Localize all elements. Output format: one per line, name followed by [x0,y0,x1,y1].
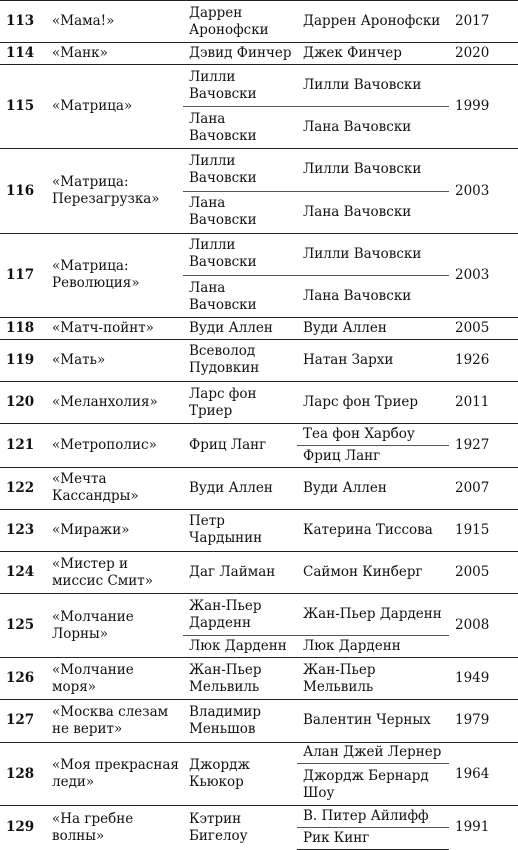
table-row [0,742,518,764]
film-writer: Лана Вачовски [297,275,449,317]
film-year: 1991 [449,806,518,850]
film-title: «Москва слезам не верит» [46,700,183,742]
film-director: Лана Вачовски [183,191,297,233]
film-writer: Даррен Аронофски [297,1,449,43]
film-year: 1979 [449,700,518,742]
film-year: 1915 [449,509,518,551]
film-director: Лилли Вачовски [183,233,297,275]
film-number: 115 [0,64,46,148]
table-row [0,552,518,594]
table-row [0,149,518,191]
table-row [0,467,518,509]
film-writer: Лана Вачовски [297,191,449,233]
film-number: 117 [0,233,46,317]
film-year: 1999 [449,64,518,148]
film-year: 1927 [449,424,518,467]
film-writer: Фриц Ланг [297,445,449,467]
film-writer: Жан-Пьер Мельвиль [297,658,449,700]
film-title: «На гребне волны» [46,806,183,850]
table-row [0,1,518,43]
film-director: Фриц Ланг [183,424,297,467]
film-year: 1926 [449,339,518,381]
table-row [0,43,518,65]
film-writer: В. Питер Айлифф [297,806,449,828]
table-row [0,339,518,381]
film-title: «Молчание Лорны» [46,594,183,658]
film-title: «Меланхолия» [46,382,183,424]
film-director: Лана Вачовски [183,275,297,317]
film-director: Даррен Аронофски [183,1,297,43]
film-number: 121 [0,424,46,467]
table-row [0,658,518,700]
film-director: Ларс фон Триер [183,382,297,424]
film-title: «Матрица: Перезагрузка» [46,149,183,233]
film-year: 2003 [449,233,518,317]
film-number: 127 [0,700,46,742]
film-title: «Матрица» [46,64,183,148]
film-number: 116 [0,149,46,233]
film-number: 114 [0,43,46,65]
film-year: 2005 [449,318,518,340]
table-row [0,233,518,275]
film-writer: Алан Джей Лернер [297,742,449,764]
table-row [0,318,518,340]
film-year: 2017 [449,1,518,43]
film-title: «Миражи» [46,509,183,551]
film-title: «Моя прекрасная леди» [46,742,183,806]
film-director: Всеволод Пудовкин [183,339,297,381]
film-writer: Вуди Аллен [297,318,449,340]
film-year: 2003 [449,149,518,233]
film-director: Джордж Кьюкор [183,742,297,806]
film-year: 1949 [449,658,518,700]
film-year: 2011 [449,382,518,424]
film-writer: Рик Кинг [297,828,449,850]
table-row [0,382,518,424]
film-director: Владимир Меньшов [183,700,297,742]
film-title: «Мама!» [46,1,183,43]
film-year: 2005 [449,552,518,594]
film-writer: Лилли Вачовски [297,149,449,191]
film-writer: Джек Финчер [297,43,449,65]
film-title: «Мать» [46,339,183,381]
film-number: 123 [0,509,46,551]
film-number: 125 [0,594,46,658]
film-director: Дэвид Финчер [183,43,297,65]
table-row [0,594,518,636]
film-year: 2020 [449,43,518,65]
film-title: «Молчание моря» [46,658,183,700]
film-director: Жан-Пьер Мельвиль [183,658,297,700]
table-row [0,64,518,106]
film-number: 129 [0,806,46,850]
film-director: Люк Дарденн [183,636,297,658]
film-director: Петр Чардынин [183,509,297,551]
film-writer: Натан Зархи [297,339,449,381]
film-number: 126 [0,658,46,700]
film-number: 118 [0,318,46,340]
film-director: Вуди Аллен [183,467,297,509]
film-director: Даг Лайман [183,552,297,594]
film-writer: Вуди Аллен [297,467,449,509]
film-writer: Катерина Тиссова [297,509,449,551]
film-writer: Джордж Бернард Шоу [297,764,449,806]
film-writer: Валентин Черных [297,700,449,742]
film-director: Лилли Вачовски [183,149,297,191]
film-writer: Теа фон Харбоу [297,424,449,446]
film-director: Лана Вачовски [183,107,297,149]
table-row [0,509,518,551]
film-number: 124 [0,552,46,594]
film-title: «Матч-пойнт» [46,318,183,340]
table-row [0,424,518,446]
film-director: Лилли Вачовски [183,64,297,106]
film-number: 113 [0,1,46,43]
film-director: Жан-Пьер Дарденн [183,594,297,636]
film-title: «Мечта Кассандры» [46,467,183,509]
table-row [0,806,518,828]
film-writer: Лана Вачовски [297,107,449,149]
film-year: 1964 [449,742,518,806]
film-title: «Манк» [46,43,183,65]
film-number: 122 [0,467,46,509]
table-row [0,700,518,742]
film-number: 119 [0,339,46,381]
film-writer: Люк Дарденн [297,636,449,658]
film-writer: Лилли Вачовски [297,64,449,106]
film-writer: Ларс фон Триер [297,382,449,424]
film-writer: Лилли Вачовски [297,233,449,275]
film-writer: Саймон Кинберг [297,552,449,594]
film-writer: Жан-Пьер Дарденн [297,594,449,636]
film-director: Вуди Аллен [183,318,297,340]
film-title: «Метрополис» [46,424,183,467]
film-director: Кэтрин Бигелоу [183,806,297,850]
film-number: 128 [0,742,46,806]
film-year: 2008 [449,594,518,658]
film-table-body [0,1,518,850]
film-title: «Матрица: Революция» [46,233,183,317]
film-title: «Мистер и миссис Смит» [46,552,183,594]
film-year: 2007 [449,467,518,509]
film-number: 120 [0,382,46,424]
